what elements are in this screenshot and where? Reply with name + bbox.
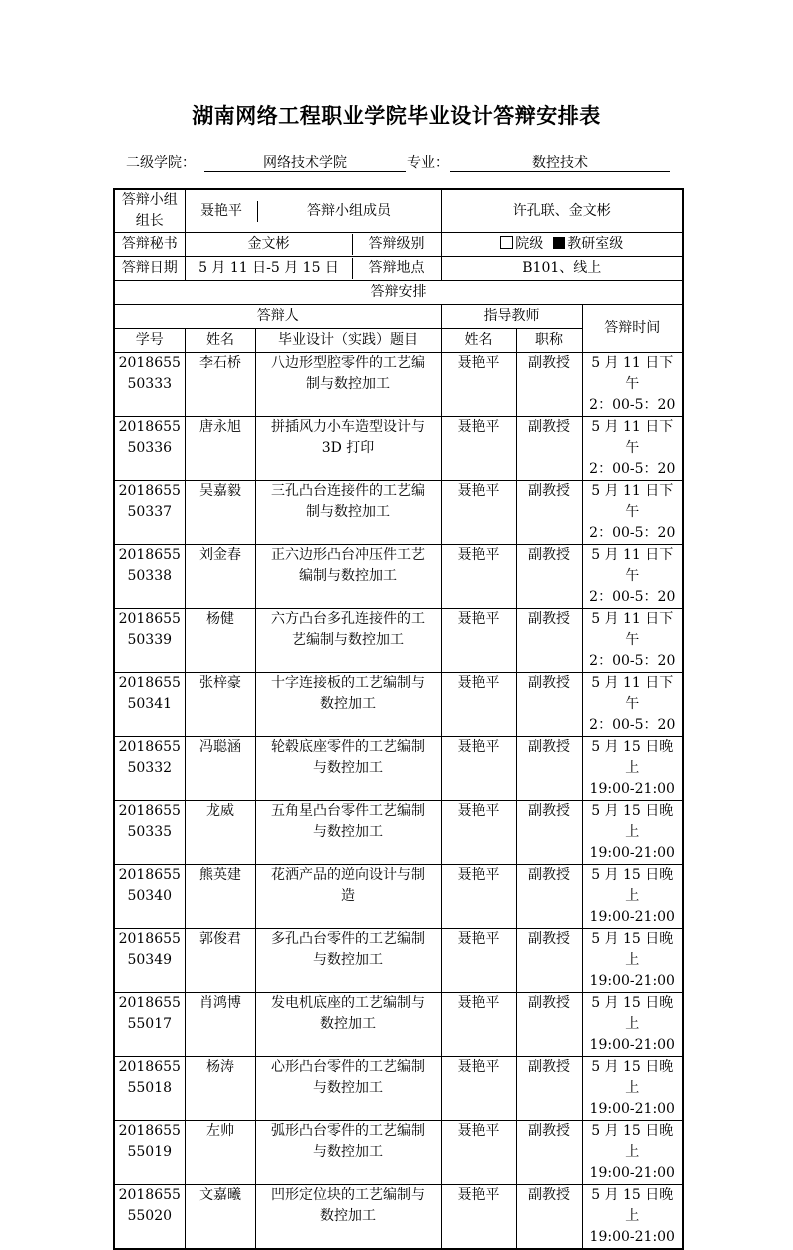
secretary-label: 答辩秘书 [114,233,185,257]
checkbox-filled-icon [553,237,565,249]
advisor-title-cell [516,545,582,609]
student-name-line: 郭俊君 [199,931,241,947]
advisor-title-line: 副教授 [528,419,570,435]
advisor-name-line: 聂艳平 [457,739,500,755]
topic-line: 造 [341,888,355,904]
college-label: 二级学院： [126,155,196,171]
advisor-name-cell [441,417,516,481]
info-row-secretary [114,233,683,257]
student-id-line: 55018 [127,1080,173,1096]
advisor-title-line: 副教授 [528,803,570,819]
student-id-cell [114,801,185,865]
advisor-group-header: 指导教师 [441,305,582,329]
advisor-title-line: 副教授 [528,995,570,1011]
student-name-cell [185,673,255,737]
col-header-topic: 毕业设计（实践）题目 [255,329,441,353]
time-cell [582,1185,683,1250]
topic-cell [255,1057,441,1121]
time-line: 2：00-5：20 [589,717,676,733]
student-id-cell [114,545,185,609]
advisor-name-cell [441,1121,516,1185]
table-row [114,353,683,417]
topic-line: 拼插风力小车造型设计与 [271,419,425,435]
advisor-title-line: 副教授 [528,1123,570,1139]
level-option-department: 教研室级 [567,236,624,252]
college-value: 网络技术学院 [204,152,406,172]
topic-line: 制与数控加工 [306,504,390,520]
student-name-cell [185,481,255,545]
col-header-name: 姓名 [185,329,255,353]
student-name-cell [185,417,255,481]
advisor-name-cell [441,481,516,545]
student-name-cell [185,993,255,1057]
advisor-title-line: 副教授 [528,483,570,499]
level-options [441,233,683,257]
student-id-cell [114,1121,185,1185]
time-line: 2：00-5：20 [589,589,676,605]
advisor-name-cell [441,353,516,417]
time-line: 5 月 15 日晚上 [591,995,674,1032]
student-name-line: 冯聪涵 [199,739,241,755]
time-line: 5 月 11 日下午 [591,547,674,584]
advisor-title-line: 副教授 [528,931,570,947]
topic-cell [255,609,441,673]
time-line: 5 月 11 日下午 [591,355,674,392]
advisor-title-line: 副教授 [528,867,570,883]
table-row [114,993,683,1057]
table-row [114,801,683,865]
time-line: 5 月 11 日下午 [591,483,674,520]
section-title-row [114,281,683,305]
time-line: 19:00-21:00 [589,1037,675,1053]
place-value: B101、线上 [441,257,683,281]
time-line: 5 月 11 日下午 [591,611,674,648]
advisor-title-cell [516,417,582,481]
time-cell [582,1057,683,1121]
advisor-title-cell [516,1185,582,1250]
time-line: 5 月 15 日晚上 [591,1059,674,1096]
student-id-line: 50336 [127,440,173,456]
time-cell [582,353,683,417]
student-id-line: 2018655 [118,355,181,371]
time-line: 19:00-21:00 [589,909,675,925]
advisor-title-cell [516,1121,582,1185]
student-id-cell [114,673,185,737]
topic-cell [255,545,441,609]
student-id-line: 2018655 [118,675,181,691]
student-name-cell [185,929,255,993]
time-line: 2：00-5：20 [589,397,676,413]
topic-line: 发电机底座的工艺编制与 [271,995,425,1011]
student-id-cell [114,1057,185,1121]
advisor-name-line: 聂艳平 [457,1059,500,1075]
major-value: 数控技术 [450,152,670,172]
student-name-cell [185,545,255,609]
topic-cell [255,865,441,929]
time-header: 答辩时间 [582,305,683,353]
topic-line: 五角星凸台零件工艺编制 [271,803,425,819]
topic-line: 艺编制与数控加工 [292,632,404,648]
table-row [114,1121,683,1185]
table-row [114,865,683,929]
topic-cell [255,1121,441,1185]
date-label: 答辩日期 [114,257,185,281]
topic-line: 与数控加工 [313,952,383,968]
student-name-cell [185,1185,255,1250]
table-row [114,1057,683,1121]
student-id-line: 2018655 [118,739,181,755]
student-id-cell [114,929,185,993]
student-id-line: 50338 [127,568,173,584]
advisor-title-cell [516,609,582,673]
advisor-name-cell [441,673,516,737]
topic-line: 心形凸台零件的工艺编制 [271,1059,425,1075]
advisor-title-line: 副教授 [528,1187,570,1203]
topic-line: 与数控加工 [313,824,383,840]
leader-label: 答辩小组组长 [114,189,185,233]
time-line: 2：00-5：20 [589,525,676,541]
advisor-name-cell [441,1057,516,1121]
table-row [114,1185,683,1250]
col-header-advisor-name: 姓名 [441,329,516,353]
time-line: 5 月 15 日晚上 [591,1123,674,1160]
time-line: 5 月 11 日下午 [591,675,674,712]
topic-line: 数控加工 [320,1016,376,1032]
student-id-line: 2018655 [118,803,181,819]
time-line: 19:00-21:00 [589,1101,675,1117]
topic-cell [255,993,441,1057]
time-line: 5 月 15 日晚上 [591,739,674,776]
time-cell [582,1121,683,1185]
place-label: 答辩地点 [352,258,441,279]
col-header-advisor-title: 职称 [516,329,582,353]
student-name-line: 李石桥 [199,355,241,371]
advisor-title-cell [516,801,582,865]
student-id-line: 2018655 [118,867,181,883]
topic-line: 八边形型腔零件的工艺编 [271,355,425,371]
time-line: 5 月 15 日晚上 [591,931,674,968]
advisor-name-line: 聂艳平 [457,803,500,819]
student-id-line: 50337 [127,504,173,520]
student-id-line: 2018655 [118,547,181,563]
members-label: 答辩小组成员 [307,202,391,219]
student-id-line: 50341 [127,696,173,712]
topic-cell [255,1185,441,1250]
advisor-name-cell [441,929,516,993]
time-line: 19:00-21:00 [589,781,675,797]
student-id-line: 50339 [127,632,173,648]
topic-line: 多孔凸台零件的工艺编制 [271,931,425,947]
topic-line: 3D 打印 [321,440,375,456]
topic-line: 凹形定位块的工艺编制与 [271,1187,425,1203]
student-id-cell [114,353,185,417]
advisor-name-line: 聂艳平 [457,1123,500,1139]
topic-line: 十字连接板的工艺编制与 [271,675,425,691]
student-id-line: 2018655 [118,1123,181,1139]
advisor-name-line: 聂艳平 [457,867,500,883]
student-id-line: 2018655 [118,611,181,627]
table-row [114,545,683,609]
student-id-line: 50340 [127,888,173,904]
time-cell [582,609,683,673]
advisor-name-cell [441,993,516,1057]
advisor-title-line: 副教授 [528,739,570,755]
topic-line: 花洒产品的逆向设计与制 [271,867,425,883]
student-name-line: 张梓豪 [199,675,241,691]
student-id-line: 50332 [127,760,173,776]
advisor-title-line: 副教授 [528,355,570,371]
time-line: 5 月 15 日晚上 [591,867,674,904]
time-line: 5 月 15 日晚上 [591,1187,674,1224]
advisor-title-cell [516,865,582,929]
time-cell [582,865,683,929]
advisor-name-line: 聂艳平 [457,547,500,563]
advisor-title-cell [516,673,582,737]
table-row [114,481,683,545]
student-name-line: 肖鸿博 [199,995,241,1011]
advisor-name-cell [441,1185,516,1250]
time-line: 5 月 11 日下午 [591,419,674,456]
topic-line: 与数控加工 [313,760,383,776]
time-cell [582,481,683,545]
student-name-line: 龙威 [206,803,234,819]
leader-value: 聂艳平 [186,201,258,222]
time-cell [582,801,683,865]
student-id-cell [114,737,185,801]
student-name-cell [185,865,255,929]
topic-cell [255,929,441,993]
time-cell [582,737,683,801]
advisor-name-line: 聂艳平 [457,1187,500,1203]
time-line: 19:00-21:00 [589,973,675,989]
student-name-line: 吴嘉毅 [199,483,241,499]
advisor-title-cell [516,481,582,545]
time-line: 2：00-5：20 [589,461,676,477]
student-id-line: 55017 [127,1016,173,1032]
advisor-name-cell [441,801,516,865]
time-cell [582,545,683,609]
student-id-line: 55020 [127,1208,173,1224]
time-cell [582,993,683,1057]
student-id-line: 2018655 [118,1187,181,1203]
student-id-line: 50333 [127,376,173,392]
table-row [114,673,683,737]
student-name-cell [185,609,255,673]
student-id-line: 2018655 [118,419,181,435]
student-name-line: 唐永旭 [199,419,241,435]
topic-line: 与数控加工 [313,1080,383,1096]
advisor-name-cell [441,737,516,801]
student-id-cell [114,481,185,545]
advisor-name-line: 聂艳平 [457,419,500,435]
topic-line: 六方凸台多孔连接件的工 [271,611,425,627]
student-id-cell [114,865,185,929]
advisor-name-line: 聂艳平 [457,483,500,499]
advisor-title-line: 副教授 [528,611,570,627]
student-name-cell [185,801,255,865]
student-name-line: 刘金春 [199,547,241,563]
advisor-name-cell [441,545,516,609]
advisor-name-line: 聂艳平 [457,995,500,1011]
topic-line: 数控加工 [320,1208,376,1224]
topic-line: 轮毂底座零件的工艺编制 [271,739,425,755]
topic-cell [255,673,441,737]
student-id-line: 2018655 [118,931,181,947]
group-header-row [114,305,683,329]
student-id-cell [114,417,185,481]
subheader [126,152,686,174]
advisor-name-line: 聂艳平 [457,611,500,627]
topic-cell [255,801,441,865]
topic-cell [255,737,441,801]
table-row [114,609,683,673]
advisor-title-cell [516,993,582,1057]
student-name-line: 熊英建 [199,867,241,883]
topic-line: 与数控加工 [313,1144,383,1160]
level-label: 答辩级别 [352,234,441,255]
time-cell [582,673,683,737]
topic-line: 三孔凸台连接件的工艺编 [271,483,425,499]
advisor-title-cell [516,353,582,417]
level-option-school: 院级 [515,236,544,252]
advisor-name-line: 聂艳平 [457,931,500,947]
student-id-line: 55019 [127,1144,173,1160]
date-value: 5 月 11 日-5 月 15 日 [198,260,339,276]
student-id-line: 2018655 [118,483,181,499]
table-row [114,737,683,801]
student-id-line: 2018655 [118,1059,181,1075]
members-value: 许孔联、金文彬 [441,189,683,233]
info-row-leader [114,189,683,233]
advisor-title-cell [516,929,582,993]
advisor-title-line: 副教授 [528,547,570,563]
topic-cell [255,481,441,545]
student-id-line: 2018655 [118,995,181,1011]
student-name-line: 杨涛 [206,1059,234,1075]
info-row-date [114,257,683,281]
student-name-line: 杨健 [206,611,234,627]
student-name-line: 左帅 [206,1123,234,1139]
time-line: 19:00-21:00 [589,1165,675,1181]
advisor-title-cell [516,737,582,801]
advisor-title-cell [516,1057,582,1121]
time-line: 5 月 15 日晚上 [591,803,674,840]
schedule-table [113,188,684,1250]
advisor-title-line: 副教授 [528,1059,570,1075]
student-id-cell [114,993,185,1057]
table-row [114,417,683,481]
advisor-name-cell [441,865,516,929]
time-cell [582,929,683,993]
col-header-id: 学号 [114,329,185,353]
student-id-line: 50335 [127,824,173,840]
advisor-name-line: 聂艳平 [457,355,500,371]
advisor-name-line: 聂艳平 [457,675,500,691]
time-line: 19:00-21:00 [589,1229,675,1245]
time-line: 2：00-5：20 [589,653,676,669]
major-label: 专业： [407,155,449,171]
student-name-cell [185,1057,255,1121]
section-title: 答辩安排 [114,281,683,305]
topic-line: 正六边形凸台冲压件工艺 [271,547,425,563]
topic-cell [255,353,441,417]
student-id-line: 50349 [127,952,173,968]
topic-line: 弧形凸台零件的工艺编制 [271,1123,425,1139]
secretary-value: 金文彬 [247,236,290,252]
student-name-cell [185,737,255,801]
defender-group-header: 答辩人 [114,305,441,329]
student-name-line: 文嘉曦 [199,1187,241,1203]
student-id-cell [114,1185,185,1250]
topic-cell [255,417,441,481]
student-name-cell [185,1121,255,1185]
advisor-name-cell [441,609,516,673]
time-cell [582,417,683,481]
student-id-cell [114,609,185,673]
table-row [114,929,683,993]
topic-line: 数控加工 [320,696,376,712]
checkbox-empty-icon [500,236,513,249]
topic-line: 编制与数控加工 [299,568,397,584]
advisor-title-line: 副教授 [528,675,570,691]
topic-line: 制与数控加工 [306,376,390,392]
time-line: 19:00-21:00 [589,845,675,861]
page-title: 湖南网络工程职业学院毕业设计答辩安排表 [192,104,601,128]
student-name-cell [185,353,255,417]
